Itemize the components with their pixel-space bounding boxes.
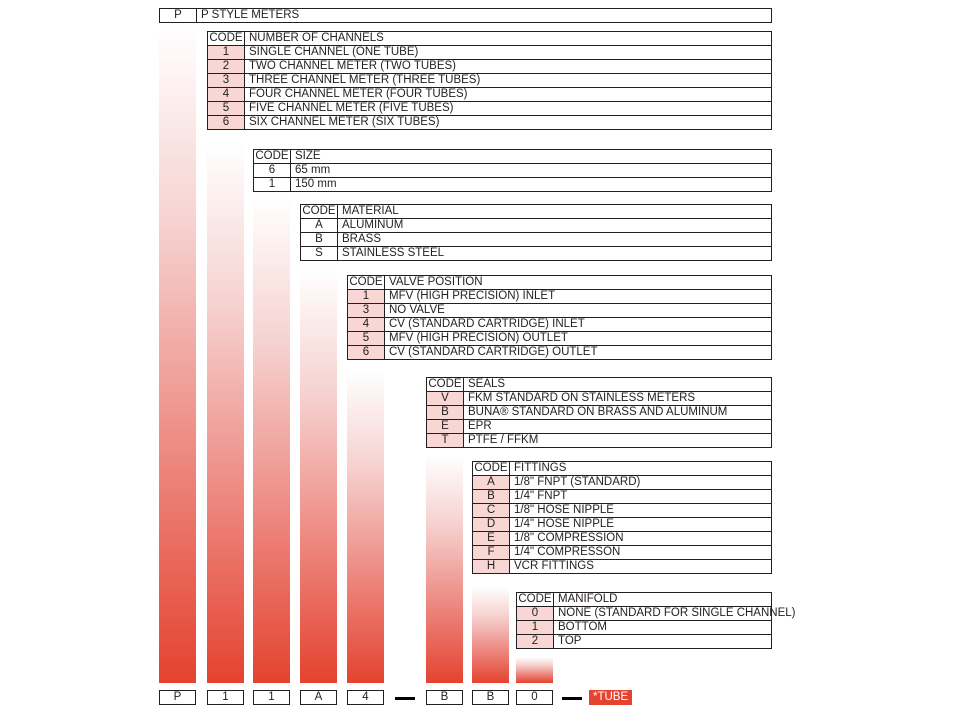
row-code: 3 bbox=[348, 304, 385, 318]
row-code: 3 bbox=[208, 74, 245, 88]
example-code-size: 1 bbox=[253, 690, 290, 705]
row-code: 6 bbox=[208, 116, 245, 130]
table-row bbox=[208, 74, 772, 88]
code-header: CODE bbox=[474, 462, 508, 474]
code-header: CODE bbox=[209, 32, 243, 44]
table-row bbox=[254, 178, 772, 192]
code-header: CODE bbox=[428, 378, 462, 390]
row-label: EPR bbox=[464, 420, 772, 434]
table-row bbox=[427, 420, 772, 434]
example-code-fittings: B bbox=[472, 690, 509, 705]
row-code: 1 bbox=[208, 46, 245, 60]
row-label: PTFE / FFKM bbox=[464, 434, 772, 448]
table-row bbox=[301, 219, 772, 233]
style-header-table bbox=[159, 8, 772, 23]
row-code: E bbox=[427, 420, 464, 434]
row-label: STAINLESS STEEL bbox=[338, 247, 772, 261]
column-bar-style bbox=[159, 25, 196, 683]
row-label: 1/8" HOSE NIPPLE bbox=[510, 504, 772, 518]
row-label: TWO CHANNEL METER (TWO TUBES) bbox=[245, 60, 772, 74]
row-label: 65 mm bbox=[291, 164, 772, 178]
table-row bbox=[473, 546, 772, 560]
example-code-seals: B bbox=[426, 690, 463, 705]
section-title: SEALS bbox=[464, 378, 772, 392]
row-label: FKM STANDARD ON STAINLESS METERS bbox=[464, 392, 772, 406]
code-header: CODE bbox=[349, 276, 383, 288]
row-code: B bbox=[473, 490, 510, 504]
row-code: 2 bbox=[208, 60, 245, 74]
row-label: NO VALVE bbox=[385, 304, 772, 318]
row-code: H bbox=[473, 560, 510, 574]
table-row bbox=[517, 621, 772, 635]
example-code-channels: 1 bbox=[207, 690, 244, 705]
example-code-style: P bbox=[159, 690, 196, 705]
table-row bbox=[473, 490, 772, 504]
section-title: SIZE bbox=[291, 150, 772, 164]
column-bar-seals bbox=[426, 455, 463, 683]
table-row bbox=[473, 532, 772, 546]
row-label: MFV (HIGH PRECISION) OUTLET bbox=[385, 332, 772, 346]
row-code: S bbox=[301, 247, 338, 261]
table-header-row bbox=[208, 32, 772, 46]
example-code-valve: 4 bbox=[347, 690, 384, 705]
style-code: P bbox=[160, 9, 197, 23]
row-label: 1/4" HOSE NIPPLE bbox=[510, 518, 772, 532]
row-label: VCR FITTINGS bbox=[510, 560, 772, 574]
row-code: D bbox=[473, 518, 510, 532]
row-code: 0 bbox=[517, 607, 554, 621]
table-row bbox=[473, 476, 772, 490]
row-code: A bbox=[301, 219, 338, 233]
code-header: CODE bbox=[518, 593, 552, 605]
column-bar-channels bbox=[207, 142, 244, 683]
row-label: FIVE CHANNEL METER (FIVE TUBES) bbox=[245, 102, 772, 116]
row-label: CV (STANDARD CARTRIDGE) OUTLET bbox=[385, 346, 772, 360]
table-row bbox=[301, 233, 772, 247]
table-row bbox=[427, 406, 772, 420]
table-header-row bbox=[301, 205, 772, 219]
table-row bbox=[208, 46, 772, 60]
row-label: NONE (STANDARD FOR SINGLE CHANNEL) bbox=[554, 607, 772, 621]
table-header-row bbox=[517, 593, 772, 607]
table-row bbox=[427, 434, 772, 448]
table-row bbox=[473, 518, 772, 532]
row-label: SINGLE CHANNEL (ONE TUBE) bbox=[245, 46, 772, 60]
table-row bbox=[473, 504, 772, 518]
row-label: BOTTOM bbox=[554, 621, 772, 635]
table-row bbox=[517, 607, 772, 621]
table-row bbox=[208, 88, 772, 102]
column-bar-size bbox=[253, 197, 290, 683]
section-title: FITTINGS bbox=[510, 462, 772, 476]
material-table bbox=[300, 204, 772, 261]
seals-table bbox=[426, 377, 772, 448]
table-row bbox=[517, 635, 772, 649]
row-code: 5 bbox=[208, 102, 245, 116]
row-label: TOP bbox=[554, 635, 772, 649]
table-row bbox=[473, 560, 772, 574]
row-label: FOUR CHANNEL METER (FOUR TUBES) bbox=[245, 88, 772, 102]
row-code: 1 bbox=[517, 621, 554, 635]
row-label: 1/8" FNPT (STANDARD) bbox=[510, 476, 772, 490]
table-row bbox=[208, 60, 772, 74]
valve-table bbox=[347, 275, 772, 360]
row-code: 2 bbox=[517, 635, 554, 649]
separator-dash bbox=[395, 697, 415, 700]
column-bar-material bbox=[300, 268, 337, 683]
row-code: 4 bbox=[208, 88, 245, 102]
row-code: V bbox=[427, 392, 464, 406]
code-header: CODE bbox=[302, 205, 336, 217]
table-row bbox=[208, 116, 772, 130]
table-header-row bbox=[473, 462, 772, 476]
section-title: MATERIAL bbox=[338, 205, 772, 219]
row-code: 4 bbox=[348, 318, 385, 332]
row-label: 1/4" FNPT bbox=[510, 490, 772, 504]
row-label: 1/8" COMPRESSION bbox=[510, 532, 772, 546]
section-title: MANIFOLD bbox=[554, 593, 772, 607]
tube-suffix-badge: *TUBE bbox=[589, 690, 632, 705]
row-code: T bbox=[427, 434, 464, 448]
row-label: THREE CHANNEL METER (THREE TUBES) bbox=[245, 74, 772, 88]
example-code-manifold: 0 bbox=[516, 690, 553, 705]
table-row bbox=[254, 164, 772, 178]
row-code: 6 bbox=[254, 164, 291, 178]
column-bar-fittings bbox=[472, 587, 509, 683]
row-code: 6 bbox=[348, 346, 385, 360]
row-code: 1 bbox=[348, 290, 385, 304]
row-label: BRASS bbox=[338, 233, 772, 247]
row-code: 1 bbox=[254, 178, 291, 192]
table-header-row bbox=[427, 378, 772, 392]
row-code: A bbox=[473, 476, 510, 490]
column-bar-valve bbox=[347, 371, 384, 683]
row-code: E bbox=[473, 532, 510, 546]
row-code: F bbox=[473, 546, 510, 560]
row-code: 5 bbox=[348, 332, 385, 346]
table-header-row bbox=[348, 276, 772, 290]
table-header-row bbox=[254, 150, 772, 164]
separator-dash bbox=[562, 697, 582, 700]
section-title: NUMBER OF CHANNELS bbox=[245, 32, 772, 46]
row-label: 150 mm bbox=[291, 178, 772, 192]
example-code-material: A bbox=[300, 690, 337, 705]
fittings-table bbox=[472, 461, 772, 574]
code-header: CODE bbox=[255, 150, 289, 162]
row-code: B bbox=[427, 406, 464, 420]
row-label: 1/4" COMPRESSON bbox=[510, 546, 772, 560]
table-row bbox=[427, 392, 772, 406]
size-table bbox=[253, 149, 772, 192]
row-label: MFV (HIGH PRECISION) INLET bbox=[385, 290, 772, 304]
column-bar-manifold bbox=[516, 657, 553, 683]
channels-table bbox=[207, 31, 772, 130]
table-row bbox=[348, 304, 772, 318]
section-title: VALVE POSITION bbox=[385, 276, 772, 290]
row-code: B bbox=[301, 233, 338, 247]
table-row bbox=[348, 332, 772, 346]
table-row bbox=[348, 290, 772, 304]
table-row bbox=[348, 346, 772, 360]
table-row bbox=[301, 247, 772, 261]
row-code: C bbox=[473, 504, 510, 518]
manifold-table bbox=[516, 592, 796, 649]
row-label: SIX CHANNEL METER (SIX TUBES) bbox=[245, 116, 772, 130]
row-label: CV (STANDARD CARTRIDGE) INLET bbox=[385, 318, 772, 332]
row-label: BUNA® STANDARD ON BRASS AND ALUMINUM bbox=[464, 406, 772, 420]
style-label: P STYLE METERS bbox=[197, 9, 772, 23]
table-row bbox=[348, 318, 772, 332]
row-label: ALUMINUM bbox=[338, 219, 772, 233]
table-row bbox=[208, 102, 772, 116]
